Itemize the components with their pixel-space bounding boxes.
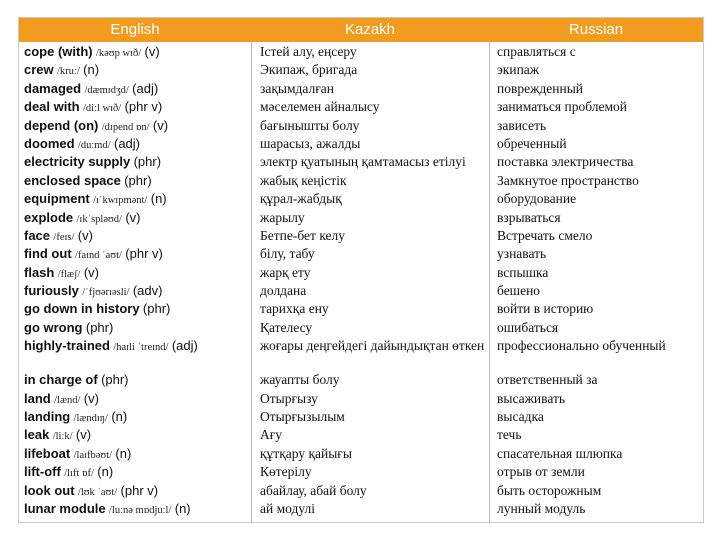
transcription: /haɪli ˈtreɪnd/ bbox=[113, 342, 169, 354]
transcription: /dɪpend ɒn/ bbox=[101, 121, 150, 133]
kazakh-cell: Ағу bbox=[260, 427, 283, 443]
english-term: lifeboat bbox=[24, 445, 71, 461]
table-row bbox=[19, 337, 703, 371]
russian-cell: отрыв от земли bbox=[497, 464, 585, 480]
kazakh-cell: Көтерілу bbox=[260, 464, 312, 480]
part-of-speech: (v) bbox=[125, 209, 141, 225]
kazakh-cell: жарылу bbox=[260, 209, 305, 225]
part-of-speech: (n) bbox=[97, 464, 114, 480]
english-cell bbox=[19, 371, 251, 389]
kazakh-cell: бағынышты болу bbox=[260, 117, 360, 133]
english-cell bbox=[19, 209, 251, 227]
part-of-speech: (adv) bbox=[132, 283, 163, 299]
english-term: explode bbox=[24, 209, 74, 225]
transcription: /liːk/ bbox=[52, 431, 73, 443]
part-of-speech: (n) bbox=[83, 62, 100, 78]
english-cell bbox=[19, 463, 251, 481]
kazakh-cell: шарасыз, ажалды bbox=[260, 135, 361, 151]
transcription: /lʊk ˈaʊt/ bbox=[77, 486, 118, 498]
english-cell bbox=[19, 98, 251, 116]
english-term: face bbox=[24, 227, 51, 243]
table-row bbox=[19, 319, 703, 337]
part-of-speech: (v) bbox=[75, 427, 92, 443]
table-row bbox=[19, 264, 703, 282]
english-cell bbox=[19, 426, 251, 444]
kazakh-cell: абайлау, абай болу bbox=[260, 482, 367, 498]
table-row bbox=[19, 426, 703, 444]
part-of-speech: (phr) bbox=[142, 301, 171, 317]
english-term: deal with bbox=[24, 99, 80, 115]
english-cell bbox=[19, 282, 251, 300]
kazakh-cell: тарихқа ену bbox=[260, 301, 329, 317]
transcription: /lɪft ɒf/ bbox=[64, 468, 94, 480]
english-cell bbox=[19, 135, 251, 153]
english-term: leak bbox=[24, 427, 50, 443]
english-term: lunar module bbox=[24, 500, 106, 516]
table-row bbox=[19, 117, 703, 135]
english-cell bbox=[19, 408, 251, 426]
english-term: landing bbox=[24, 409, 71, 425]
header-russian: Russian bbox=[568, 21, 624, 38]
english-term: furiously bbox=[24, 283, 79, 299]
kazakh-cell: Отырғызу bbox=[260, 390, 318, 406]
english-term: damaged bbox=[24, 80, 82, 96]
part-of-speech: (v) bbox=[77, 227, 93, 243]
transcription: /faɪnd ˈaʊt/ bbox=[75, 250, 122, 262]
russian-cell: справляться с bbox=[497, 44, 576, 59]
english-cell bbox=[19, 390, 251, 408]
transcription: /ˈfjʊərɪəsli/ bbox=[82, 287, 130, 299]
table-row bbox=[19, 43, 703, 61]
table-body bbox=[19, 43, 703, 518]
table-row bbox=[19, 190, 703, 208]
english-term: go down in history bbox=[24, 301, 140, 317]
part-of-speech: (n) bbox=[150, 191, 167, 207]
kazakh-cell: электр қуатының қамтамасыз етілуі bbox=[260, 154, 466, 170]
table-row bbox=[19, 300, 703, 318]
english-cell bbox=[19, 482, 251, 500]
part-of-speech: (v) bbox=[152, 117, 169, 133]
transcription: /ɪˈkwɪpmənt/ bbox=[93, 195, 148, 207]
table-header bbox=[19, 18, 703, 42]
kazakh-cell: долдана bbox=[260, 283, 307, 299]
english-cell bbox=[19, 117, 251, 135]
transcription: /laɪfbəʊt/ bbox=[73, 449, 113, 461]
kazakh-cell: жабық кеңістік bbox=[260, 172, 347, 188]
part-of-speech: (phr) bbox=[85, 319, 114, 335]
table-row bbox=[19, 135, 703, 153]
russian-cell: профессионально обученный bbox=[497, 338, 666, 354]
kazakh-cell: білу, табу bbox=[260, 246, 315, 262]
russian-cell: лунный модуль bbox=[497, 500, 586, 516]
russian-cell: быть осторожным bbox=[497, 482, 602, 498]
transcription: /dæmɪdʒd/ bbox=[84, 84, 129, 96]
part-of-speech: (adj) bbox=[113, 135, 140, 151]
transcription: /lændɪŋ/ bbox=[73, 413, 108, 425]
russian-cell: ответственный за bbox=[497, 372, 598, 388]
russian-cell: Замкнутое пространство bbox=[497, 172, 639, 188]
kazakh-cell: зақымдалған bbox=[260, 80, 334, 96]
english-cell bbox=[19, 245, 251, 263]
table-row bbox=[19, 482, 703, 500]
transcription: /flæʃ/ bbox=[57, 268, 81, 280]
part-of-speech: (phr v) bbox=[124, 99, 163, 115]
english-cell bbox=[19, 337, 251, 371]
table-row bbox=[19, 227, 703, 245]
kazakh-cell: Бетпе-бет келу bbox=[260, 227, 346, 243]
vocabulary-table bbox=[18, 17, 704, 523]
kazakh-cell: жоғары деңгейдегі дайындықтан өткен bbox=[260, 338, 485, 354]
kazakh-cell: жарқ ету bbox=[260, 264, 311, 280]
english-cell bbox=[19, 264, 251, 282]
part-of-speech: (v) bbox=[144, 44, 160, 59]
table-row bbox=[19, 408, 703, 426]
table-row bbox=[19, 153, 703, 171]
english-term: enclosed space bbox=[24, 172, 121, 188]
english-term: doomed bbox=[24, 135, 75, 151]
transcription: /lænd/ bbox=[54, 394, 81, 406]
transcription: /kruː/ bbox=[57, 66, 80, 78]
table-row bbox=[19, 172, 703, 190]
part-of-speech: (adj) bbox=[132, 80, 159, 96]
part-of-speech: (v) bbox=[83, 264, 100, 280]
part-of-speech: (adj) bbox=[171, 338, 198, 354]
english-term: electricity supply bbox=[24, 154, 131, 170]
header-kazakh: Kazakh bbox=[344, 21, 396, 38]
english-term: in charge of bbox=[24, 372, 98, 388]
russian-cell: войти в историю bbox=[497, 301, 594, 317]
english-term: equipment bbox=[24, 191, 90, 207]
russian-cell: обреченный bbox=[497, 135, 567, 151]
part-of-speech: (n) bbox=[111, 409, 128, 425]
russian-cell: узнавать bbox=[497, 246, 547, 262]
table-row bbox=[19, 209, 703, 227]
english-cell bbox=[19, 445, 251, 463]
table-row bbox=[19, 98, 703, 116]
russian-cell: течь bbox=[497, 427, 522, 443]
russian-cell: взрываться bbox=[497, 209, 561, 225]
part-of-speech: (n) bbox=[115, 445, 132, 461]
english-cell bbox=[19, 190, 251, 208]
english-term: highly-trained bbox=[24, 338, 110, 354]
english-term: go wrong bbox=[24, 319, 83, 335]
transcription: /diːl wɪð/ bbox=[83, 103, 122, 115]
russian-cell: высадка bbox=[497, 409, 544, 425]
table-row bbox=[19, 371, 703, 389]
kazakh-cell: Экипаж, бригада bbox=[260, 62, 358, 78]
english-term: flash bbox=[24, 264, 55, 280]
part-of-speech: (n) bbox=[174, 500, 191, 516]
header-english: English bbox=[110, 21, 160, 38]
part-of-speech: (v) bbox=[83, 390, 99, 406]
russian-cell: экипаж bbox=[497, 62, 540, 78]
transcription: /kəʊp wɪð/ bbox=[95, 48, 142, 59]
english-term: depend (on) bbox=[24, 117, 99, 133]
english-term: look out bbox=[24, 482, 75, 498]
transcription: /feɪs/ bbox=[53, 231, 75, 243]
english-cell bbox=[19, 319, 251, 337]
part-of-speech: (phr v) bbox=[125, 246, 163, 262]
russian-cell: вспышка bbox=[497, 264, 549, 280]
english-term: cope (with) bbox=[24, 44, 93, 59]
kazakh-cell: мәселемен айналысу bbox=[260, 99, 380, 115]
english-cell bbox=[19, 153, 251, 171]
russian-cell: зависеть bbox=[497, 117, 547, 133]
transcription: /luːnə mɒdjuːl/ bbox=[109, 504, 172, 516]
english-cell bbox=[19, 61, 251, 79]
table-row bbox=[19, 61, 703, 79]
kazakh-cell: жауапты болу bbox=[260, 372, 340, 388]
english-term: crew bbox=[24, 62, 54, 78]
russian-cell: поврежденный bbox=[497, 80, 584, 96]
russian-cell: спасательная шлюпка bbox=[497, 445, 623, 461]
table-row bbox=[19, 463, 703, 481]
kazakh-cell: Істей алу, еңсеру bbox=[260, 44, 357, 59]
table-row bbox=[19, 445, 703, 463]
part-of-speech: (phr) bbox=[124, 172, 152, 188]
english-cell bbox=[19, 300, 251, 318]
russian-cell: оборудование bbox=[497, 191, 577, 207]
english-cell bbox=[19, 80, 251, 98]
russian-cell: высаживать bbox=[497, 390, 566, 406]
part-of-speech: (phr v) bbox=[120, 482, 159, 498]
english-term: lift-off bbox=[24, 464, 61, 480]
table-row bbox=[19, 500, 703, 518]
english-cell bbox=[19, 172, 251, 190]
russian-cell: бешено bbox=[497, 283, 541, 299]
kazakh-cell: Отырғызылым bbox=[260, 409, 345, 425]
kazakh-cell: ай модулі bbox=[260, 500, 316, 516]
part-of-speech: (phr) bbox=[133, 154, 162, 170]
transcription: /duːmd/ bbox=[77, 139, 111, 151]
part-of-speech: (phr) bbox=[101, 372, 129, 388]
english-cell bbox=[19, 500, 251, 518]
english-cell bbox=[19, 43, 251, 61]
english-term: land bbox=[24, 390, 51, 406]
table-row bbox=[19, 245, 703, 263]
table-row bbox=[19, 390, 703, 408]
table-row bbox=[19, 282, 703, 300]
russian-cell: Встречать смело bbox=[497, 227, 593, 243]
kazakh-cell: Қателесу bbox=[260, 319, 313, 335]
kazakh-cell: құрал-жабдық bbox=[260, 191, 342, 207]
english-cell bbox=[19, 227, 251, 245]
english-term: find out bbox=[24, 246, 72, 262]
kazakh-cell: құтқару қайығы bbox=[260, 445, 352, 461]
russian-cell: поставка электричества bbox=[497, 154, 634, 170]
russian-cell: заниматься проблемой bbox=[497, 99, 628, 115]
russian-cell: ошибаться bbox=[497, 319, 559, 335]
transcription: /ɪkˈspləʊd/ bbox=[76, 213, 122, 225]
table-row bbox=[19, 80, 703, 98]
